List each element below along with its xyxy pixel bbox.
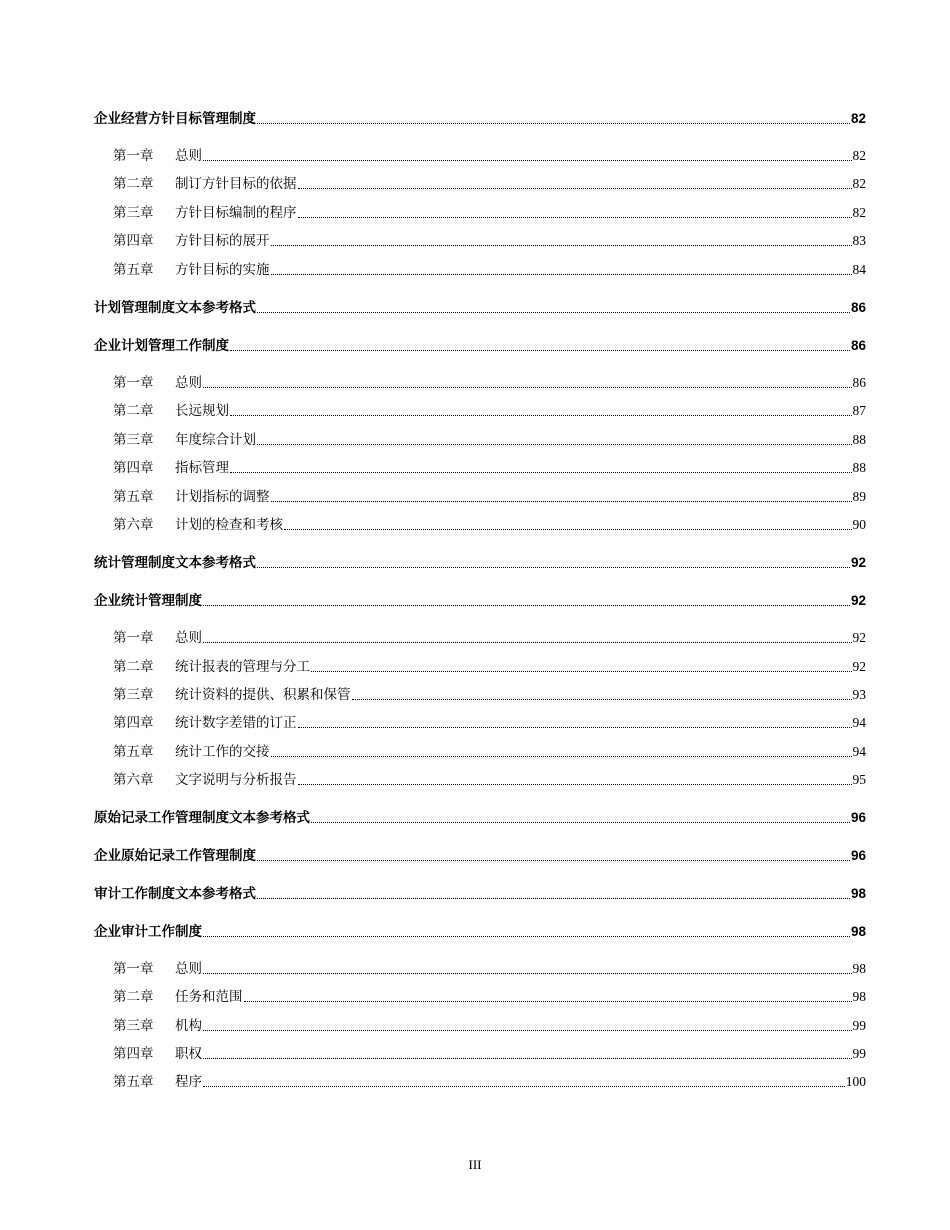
toc-section-entry[interactable]	[94, 805, 866, 827]
toc-chapter-entry[interactable]	[94, 398, 866, 420]
toc-dot-leader	[271, 501, 852, 502]
toc-entry-title: 审计工作制度文本参考格式	[94, 886, 256, 902]
toc-dot-leader	[203, 387, 852, 388]
toc-dot-leader	[298, 217, 852, 218]
toc-dot-leader	[271, 756, 852, 757]
toc-dot-leader	[244, 1001, 852, 1002]
toc-chapter-number: 第六章	[113, 772, 154, 788]
toc-page-number: 94	[852, 715, 866, 730]
toc-page-number: 89	[852, 489, 866, 504]
toc-chapter-entry[interactable]	[94, 1013, 866, 1035]
toc-chapter-entry[interactable]	[94, 767, 866, 789]
toc-entry-title: 总则	[175, 961, 202, 977]
toc-entry-title: 计划管理制度文本参考格式	[94, 300, 256, 316]
toc-dot-leader	[271, 245, 852, 246]
toc-entry-title: 计划的检查和考核	[175, 517, 283, 533]
toc-entry-title: 统计资料的提供、积累和保管	[175, 687, 351, 703]
toc-entry-title: 长远规划	[175, 403, 229, 419]
toc-page-number: 98	[852, 961, 866, 976]
toc-chapter-number: 第三章	[113, 432, 154, 448]
toc-chapter-number: 第一章	[113, 630, 154, 646]
toc-page-number: 84	[852, 262, 866, 277]
toc-page-number: 87	[852, 403, 866, 418]
toc-page-number: 86	[850, 338, 866, 353]
toc-dot-leader	[311, 671, 852, 672]
toc-chapter-entry[interactable]	[94, 956, 866, 978]
toc-entry-title: 企业经营方针目标管理制度	[94, 111, 256, 127]
toc-dot-leader	[257, 860, 850, 861]
toc-page-number: 82	[852, 176, 866, 191]
toc-page-number: 98	[852, 989, 866, 1004]
toc-page-number: 95	[852, 772, 866, 787]
toc-entry-title: 方针目标编制的程序	[175, 205, 297, 221]
toc-dot-leader	[257, 444, 852, 445]
toc-chapter-entry[interactable]	[94, 710, 866, 732]
toc-dot-leader	[203, 936, 850, 937]
toc-chapter-entry[interactable]	[94, 484, 866, 506]
toc-page-number: 96	[850, 810, 866, 825]
toc-dot-leader	[203, 1058, 852, 1059]
toc-dot-leader	[257, 898, 850, 899]
toc-chapter-number: 第五章	[113, 262, 154, 278]
toc-chapter-entry[interactable]	[94, 171, 866, 193]
toc-chapter-entry[interactable]	[94, 984, 866, 1006]
toc-chapter-entry[interactable]	[94, 427, 866, 449]
toc-chapter-number: 第二章	[113, 989, 154, 1005]
toc-chapter-number: 第二章	[113, 659, 154, 675]
toc-dot-leader	[257, 312, 850, 313]
toc-chapter-entry[interactable]	[94, 370, 866, 392]
toc-section-entry[interactable]	[94, 919, 866, 941]
toc-page-number: 92	[852, 659, 866, 674]
toc-dot-leader	[257, 567, 850, 568]
toc-dot-leader	[298, 784, 852, 785]
toc-page-number: 88	[852, 432, 866, 447]
toc-chapter-entry[interactable]	[94, 1069, 866, 1091]
toc-section-entry[interactable]	[94, 843, 866, 865]
toc-dot-leader	[352, 699, 852, 700]
toc-page-number: 92	[852, 630, 866, 645]
toc-dot-leader	[230, 415, 852, 416]
toc-page-number: 92	[850, 555, 866, 570]
toc-page-number: 94	[852, 744, 866, 759]
toc-section-entry[interactable]	[94, 295, 866, 317]
toc-dot-leader	[298, 188, 852, 189]
toc-chapter-number: 第二章	[113, 176, 154, 192]
toc-page-number: 100	[845, 1074, 866, 1089]
toc-page-number: 93	[852, 687, 866, 702]
toc-entry-title: 统计管理制度文本参考格式	[94, 555, 256, 571]
toc-chapter-entry[interactable]	[94, 682, 866, 704]
toc-chapter-entry[interactable]	[94, 143, 866, 165]
toc-page-number: 98	[850, 924, 866, 939]
toc-dot-leader	[203, 1030, 852, 1031]
toc-entry-title: 统计工作的交接	[175, 744, 270, 760]
toc-entry-title: 任务和范围	[175, 989, 243, 1005]
toc-entry-title: 总则	[175, 148, 202, 164]
toc-entry-title: 机构	[175, 1018, 202, 1034]
toc-chapter-number: 第一章	[113, 961, 154, 977]
toc-chapter-number: 第四章	[113, 233, 154, 249]
toc-entry-title: 方针目标的展开	[175, 233, 270, 249]
toc-dot-leader	[311, 822, 850, 823]
toc-page-number: 98	[850, 886, 866, 901]
toc-dot-leader	[257, 123, 850, 124]
toc-entry-title: 指标管理	[175, 460, 229, 476]
toc-page-number: 86	[852, 375, 866, 390]
toc-page-number: 86	[850, 300, 866, 315]
toc-entry-title: 企业审计工作制度	[94, 924, 202, 940]
toc-entry-title: 企业原始记录工作管理制度	[94, 848, 256, 864]
toc-dot-leader	[271, 274, 852, 275]
toc-entry-title: 方针目标的实施	[175, 262, 270, 278]
toc-chapter-number: 第三章	[113, 687, 154, 703]
toc-chapter-entry[interactable]	[94, 625, 866, 647]
toc-entry-title: 职权	[175, 1046, 202, 1062]
toc-section-entry[interactable]	[94, 106, 866, 128]
toc-dot-leader	[203, 605, 850, 606]
toc-chapter-number: 第五章	[113, 489, 154, 505]
toc-page-number: 82	[852, 148, 866, 163]
toc-dot-leader	[203, 973, 852, 974]
toc-chapter-number: 第四章	[113, 1046, 154, 1062]
toc-chapter-number: 第一章	[113, 148, 154, 164]
toc-page-number: 88	[852, 460, 866, 475]
page-number: III	[468, 1157, 482, 1172]
toc-chapter-entry[interactable]	[94, 228, 866, 250]
toc-chapter-entry[interactable]	[94, 1041, 866, 1063]
toc-page-number: 82	[850, 111, 866, 126]
toc-dot-leader	[284, 529, 852, 530]
toc-entry-title: 总则	[175, 375, 202, 391]
toc-dot-leader	[298, 727, 852, 728]
toc-page-number: 96	[850, 848, 866, 863]
toc-chapter-entry[interactable]	[94, 512, 866, 534]
toc-chapter-entry[interactable]	[94, 455, 866, 477]
toc-chapter-entry[interactable]	[94, 257, 866, 279]
toc-section-entry[interactable]	[94, 333, 866, 355]
toc-entry-title: 统计数字差错的订正	[175, 715, 297, 731]
toc-entry-title: 文字说明与分析报告	[175, 772, 297, 788]
toc-entry-title: 统计报表的管理与分工	[175, 659, 310, 675]
toc-page-number: 99	[852, 1018, 866, 1033]
toc-page-number: 92	[850, 593, 866, 608]
toc-chapter-number: 第四章	[113, 715, 154, 731]
toc-chapter-number: 第六章	[113, 517, 154, 533]
toc-dot-leader	[203, 160, 852, 161]
toc-chapter-number: 第一章	[113, 375, 154, 391]
toc-page-number: 90	[852, 517, 866, 532]
toc-chapter-number: 第四章	[113, 460, 154, 476]
toc-page-number: 82	[852, 205, 866, 220]
toc-section-entry[interactable]	[94, 588, 866, 610]
toc-dot-leader	[203, 642, 852, 643]
toc-chapter-number: 第五章	[113, 1074, 154, 1090]
toc-chapter-entry[interactable]	[94, 654, 866, 676]
toc-entry-title: 年度综合计划	[175, 432, 256, 448]
toc-page-number: 99	[852, 1046, 866, 1061]
toc-section-entry[interactable]	[94, 550, 866, 572]
toc-section-entry[interactable]	[94, 881, 866, 903]
toc-dot-leader	[203, 1086, 845, 1087]
toc-page-number: 83	[852, 233, 866, 248]
toc-chapter-number: 第三章	[113, 1018, 154, 1034]
toc-chapter-entry[interactable]	[94, 200, 866, 222]
toc-dot-leader	[230, 350, 850, 351]
toc-entry-title: 计划指标的调整	[175, 489, 270, 505]
toc-entry-title: 企业统计管理制度	[94, 593, 202, 609]
toc-entry-title: 程序	[175, 1074, 202, 1090]
toc-entry-title: 原始记录工作管理制度文本参考格式	[94, 810, 310, 826]
toc-entry-title: 总则	[175, 630, 202, 646]
toc-entry-title: 制订方针目标的依据	[175, 176, 297, 192]
toc-chapter-entry[interactable]	[94, 739, 866, 761]
toc-chapter-number: 第五章	[113, 744, 154, 760]
toc-dot-leader	[230, 472, 852, 473]
toc-entry-title: 企业计划管理工作制度	[94, 338, 229, 354]
toc-chapter-number: 第三章	[113, 205, 154, 221]
toc-chapter-number: 第二章	[113, 403, 154, 419]
